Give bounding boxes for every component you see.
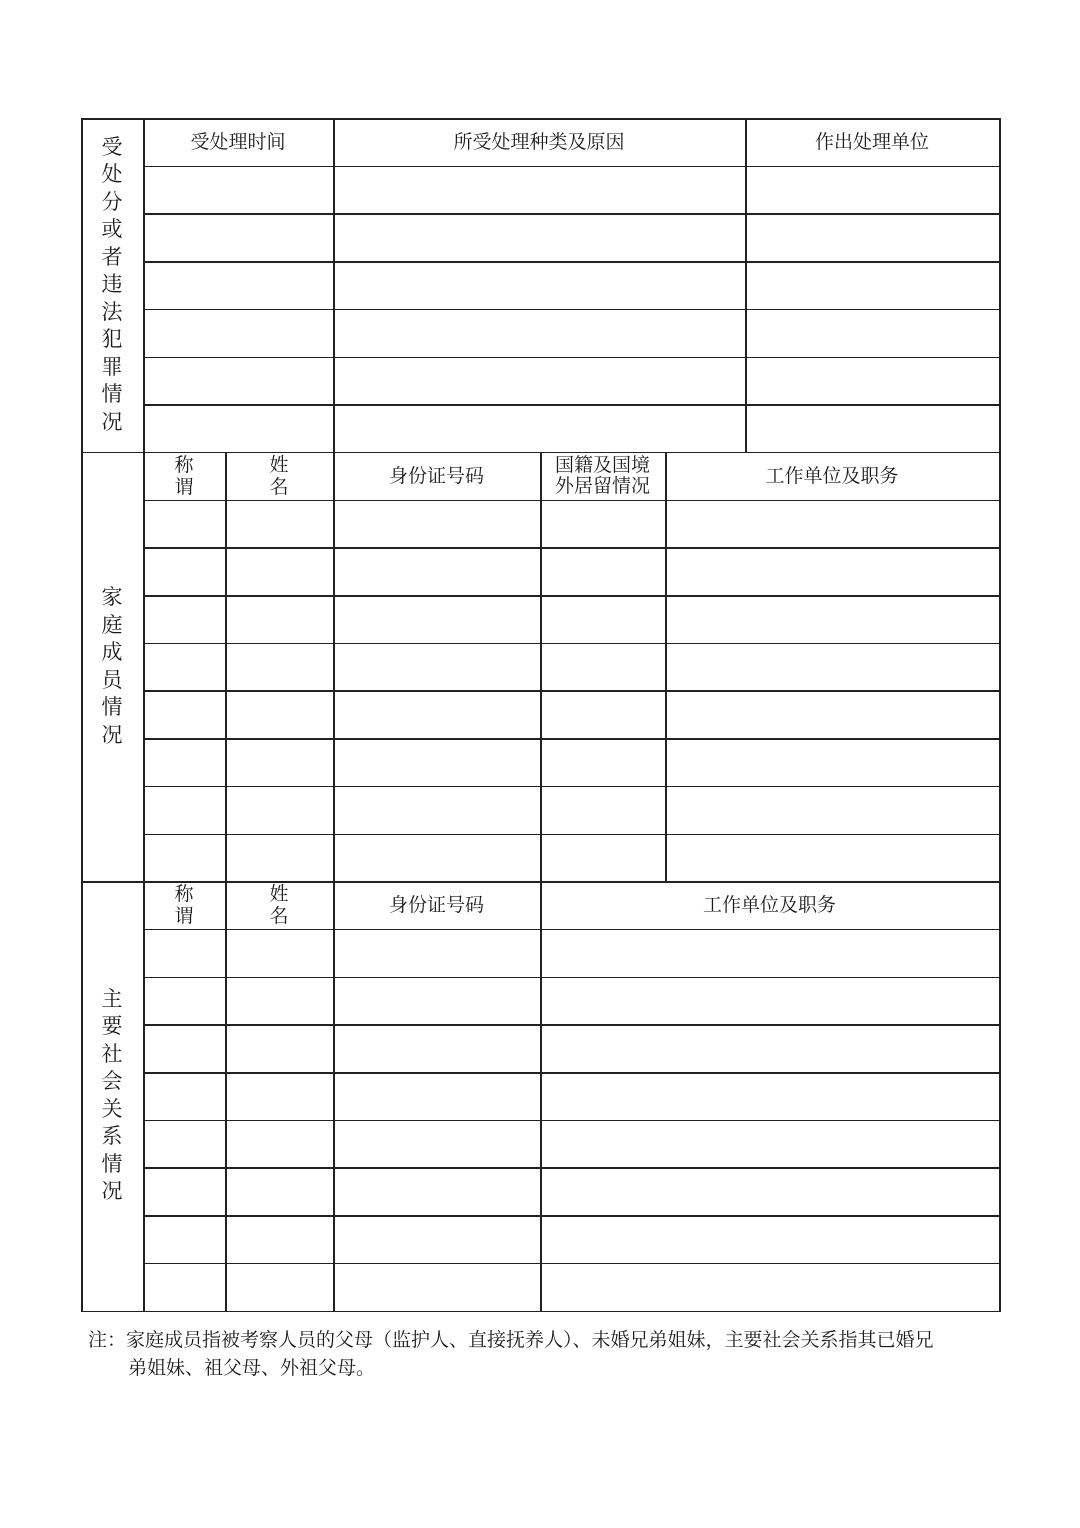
social-entry-cell[interactable] [225,1167,333,1215]
violations-entry-cell[interactable] [143,357,333,405]
family-header-1: 姓 名 [269,453,306,498]
family-entry-cell[interactable] [225,595,333,643]
violations-entry-cell[interactable] [745,404,999,452]
social-entry-cell[interactable] [225,929,333,977]
family-entry-cell[interactable] [225,834,333,882]
family-entry-cell[interactable] [143,834,225,882]
social-entry-cell[interactable] [540,1263,999,1311]
social-entry-cell[interactable] [540,977,999,1025]
family-entry-cell[interactable] [143,738,225,786]
family-entry-cell[interactable] [333,643,540,691]
family-entry-cell[interactable] [665,500,999,548]
social-entry-cell[interactable] [540,1024,999,1072]
social-header-3: 工作单位及职务 [702,894,836,917]
family-header-0: 称 谓 [174,453,211,498]
family-entry-cell[interactable] [143,500,225,548]
social-entry-cell[interactable] [143,1120,225,1168]
social-entry-cell[interactable] [540,1120,999,1168]
violations-entry-cell[interactable] [143,166,333,214]
social-entry-cell[interactable] [225,977,333,1025]
social-entry-cell[interactable] [225,1072,333,1120]
social-entry-cell[interactable] [540,929,999,977]
family-entry-cell[interactable] [540,547,665,595]
family-entry-cell[interactable] [540,595,665,643]
family-entry-cell[interactable] [540,690,665,738]
family-entry-cell[interactable] [333,738,540,786]
family-entry-cell[interactable] [540,643,665,691]
social-entry-cell[interactable] [143,1072,225,1120]
family-entry-cell[interactable] [665,786,999,834]
violations-entry-cell[interactable] [745,213,999,261]
social-entry-cell[interactable] [540,1167,999,1215]
family-entry-cell[interactable] [225,690,333,738]
violations-entry-cell[interactable] [333,213,745,261]
family-entry-cell[interactable] [665,595,999,643]
social-side-label: 主 要 社 会 关 系 情 况 [101,986,123,1204]
family-entry-cell[interactable] [333,500,540,548]
social-entry-cell[interactable] [333,1120,540,1168]
social-entry-cell[interactable] [143,977,225,1025]
family-entry-cell[interactable] [540,738,665,786]
violations-entry-cell[interactable] [333,357,745,405]
family-entry-cell[interactable] [540,786,665,834]
social-entry-cell[interactable] [540,1215,999,1263]
family-entry-cell[interactable] [665,690,999,738]
social-entry-cell[interactable] [225,1024,333,1072]
family-header-3: 国籍及国境 外居留情况 [554,453,650,497]
family-entry-cell[interactable] [665,738,999,786]
social-entry-cell[interactable] [333,1024,540,1072]
violations-header-0: 受处理时间 [190,130,286,153]
violations-entry-cell[interactable] [745,309,999,357]
family-entry-cell[interactable] [540,834,665,882]
social-entry-cell[interactable] [333,977,540,1025]
family-entry-cell[interactable] [665,547,999,595]
record-form [81,118,999,1310]
footnote [88,1326,988,1382]
footnote-line-2: 弟姐妹、祖父母、外祖父母。 [128,1357,376,1379]
social-entry-cell[interactable] [143,1215,225,1263]
social-entry-cell[interactable] [225,1120,333,1168]
social-entry-cell[interactable] [333,929,540,977]
family-entry-cell[interactable] [143,643,225,691]
family-entry-cell[interactable] [143,786,225,834]
violations-entry-cell[interactable] [333,261,745,309]
violations-header-2: 作出处理单位 [814,130,929,153]
social-entry-cell[interactable] [333,1215,540,1263]
social-entry-cell[interactable] [143,1263,225,1311]
violations-entry-cell[interactable] [333,166,745,214]
family-entry-cell[interactable] [225,738,333,786]
social-header-1: 姓 名 [269,883,306,928]
family-entry-cell[interactable] [143,690,225,738]
violations-header-1: 所受处理种类及原因 [453,130,625,153]
violations-entry-cell[interactable] [143,309,333,357]
family-entry-cell[interactable] [225,500,333,548]
family-header-2: 身份证号码 [388,464,484,487]
violations-entry-cell[interactable] [745,166,999,214]
family-entry-cell[interactable] [333,786,540,834]
family-entry-cell[interactable] [225,547,333,595]
family-entry-cell[interactable] [143,547,225,595]
violations-entry-cell[interactable] [745,261,999,309]
family-entry-cell[interactable] [333,547,540,595]
family-header-4: 工作单位及职务 [765,464,899,487]
social-header-2: 身份证号码 [388,894,484,917]
violations-entry-cell[interactable] [143,261,333,309]
violations-side-label: 受 处 分 或 者 违 法 犯 罪 情 况 [101,134,123,434]
social-entry-cell[interactable] [333,1072,540,1120]
family-entry-cell[interactable] [333,690,540,738]
family-entry-cell[interactable] [225,786,333,834]
social-entry-cell[interactable] [540,1072,999,1120]
footnote-line-1: 注：家庭成员指被考察人员的父母（监护人、直接抚养人）、未婚兄弟姐妹，主要社会关系指其已婚兄 [88,1329,934,1351]
violations-entry-cell[interactable] [745,357,999,405]
social-entry-cell[interactable] [143,1167,225,1215]
social-entry-cell[interactable] [225,1215,333,1263]
violations-entry-cell[interactable] [143,213,333,261]
form-border-right [999,118,1001,1312]
family-entry-cell[interactable] [540,500,665,548]
family-entry-cell[interactable] [333,595,540,643]
family-entry-cell[interactable] [225,643,333,691]
social-entry-cell[interactable] [143,929,225,977]
social-entry-cell[interactable] [333,1263,540,1311]
social-entry-cell[interactable] [225,1263,333,1311]
violations-entry-cell[interactable] [143,404,333,452]
social-entry-cell[interactable] [143,1024,225,1072]
family-entry-cell[interactable] [665,643,999,691]
social-entry-cell[interactable] [333,1167,540,1215]
violations-entry-cell[interactable] [333,404,745,452]
family-side-label: 家 庭 成 员 情 况 [101,585,123,747]
family-entry-cell[interactable] [333,834,540,882]
family-entry-cell[interactable] [665,834,999,882]
family-entry-cell[interactable] [143,595,225,643]
social-header-0: 称 谓 [174,883,211,928]
violations-entry-cell[interactable] [333,309,745,357]
